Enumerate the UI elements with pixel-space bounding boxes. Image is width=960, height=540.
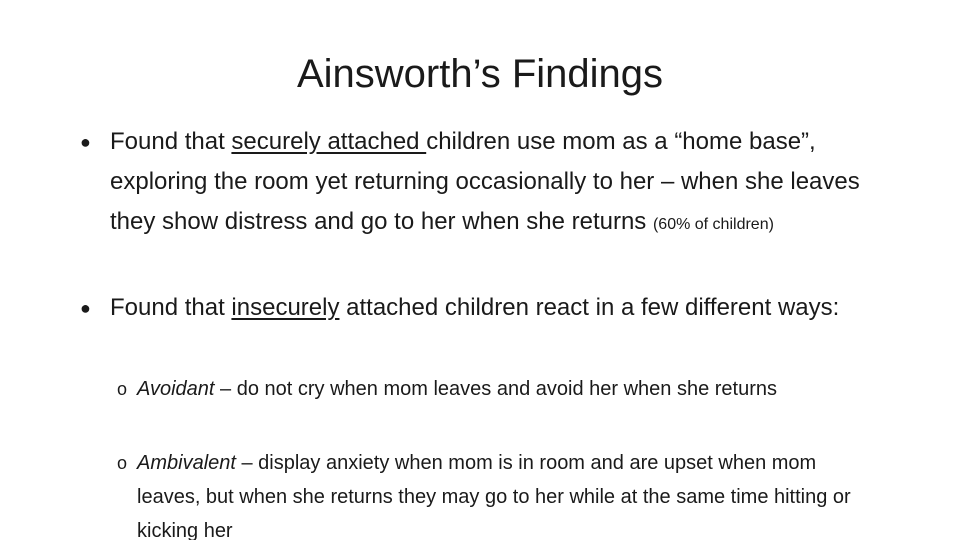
sub-bullet-term: Avoidant [137, 378, 215, 400]
slide-title: Ainsworth’s Findings [296, 52, 664, 96]
bullet-insecure-attachment [80, 288, 890, 328]
bullet-text-post: children use mom as a “home base”, exploring the room yet returning occasionally to her – when she leaves they show distress and go to her when she returns [110, 128, 860, 235]
sub-bullet-circle-icon: o [117, 379, 128, 399]
sub-bullet-text: – do not cry when mom leaves and avoid her when she returns [214, 378, 778, 400]
bullet-secure-attachment [80, 122, 890, 245]
bullet-text-post: attached children react in a few different ways: [339, 294, 840, 321]
sub-bullet-avoidant [117, 372, 857, 406]
sub-bullet-term: Ambivalent [137, 452, 236, 474]
bullet-emphasis-insecurely: insecurely [231, 294, 340, 321]
bullet-emphasis-securely-attached: securely attached [231, 128, 427, 155]
bullet-text-pre: Found that [110, 128, 232, 155]
sub-bullet-text: – display anxiety when mom is in room and are upset when mom leaves, but when she returns they may go to her while at the same time hitting or kicking her [137, 452, 851, 540]
sub-bullet-circle-icon: o [117, 453, 128, 473]
bullet-dot-icon: ● [80, 298, 91, 318]
bullet-text-pre: Found that [110, 294, 232, 321]
sub-bullet-ambivalent [117, 446, 857, 540]
bullet-note: (60% of children) [652, 216, 774, 233]
bullet-dot-icon: ● [80, 132, 91, 152]
